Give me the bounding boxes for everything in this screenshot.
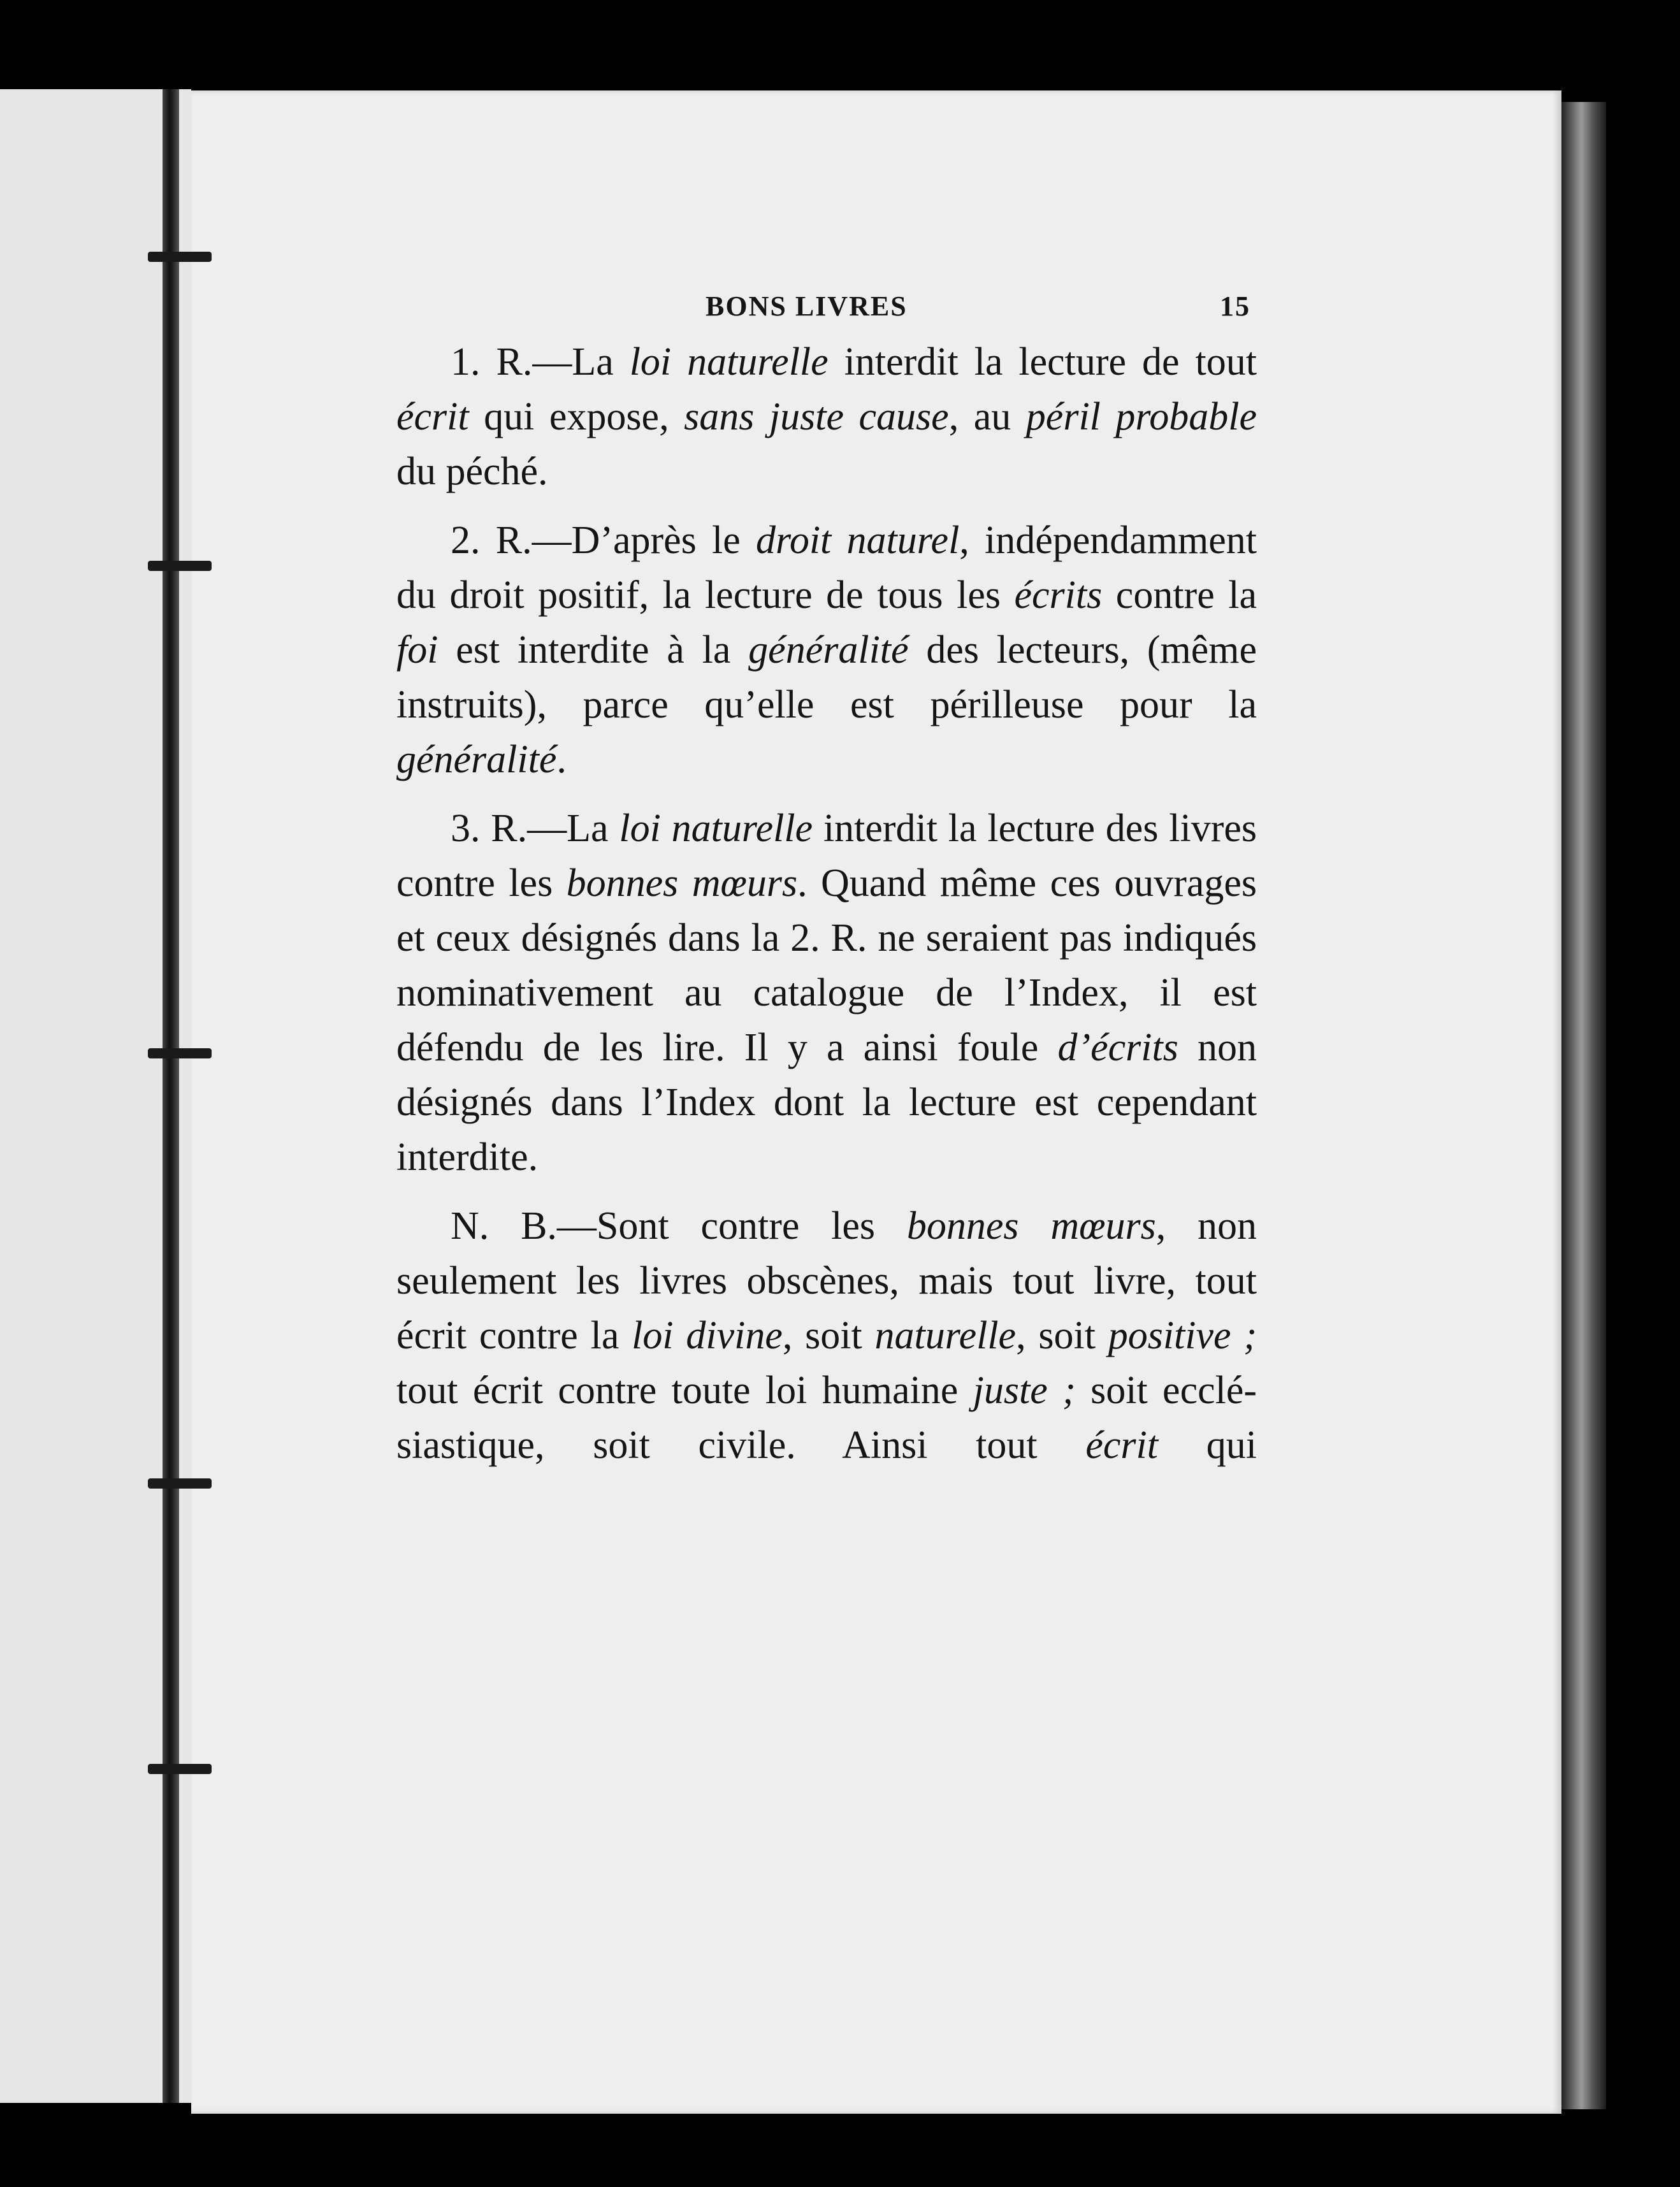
text-run: du péché. [396, 450, 548, 493]
italic-text: bonnes mœurs [566, 862, 798, 905]
page-text [396, 290, 1257, 1487]
text-run: interdit la lecture des livres contre les [396, 807, 1257, 905]
paragraph-1 [396, 335, 1257, 499]
italic-text: écrits [1014, 574, 1103, 617]
text-run: , non seulement les livres obscènes, mais tout livre, tout écrit contre la [396, 1204, 1257, 1357]
italic-text: naturelle [874, 1314, 1017, 1357]
text-run: est interdite à la [438, 628, 749, 672]
text-run: , soit [1016, 1314, 1108, 1357]
page-edge [1561, 102, 1606, 2109]
text-run: tout écrit contre toute loi humaine [396, 1369, 973, 1412]
italic-text: loi naturelle [619, 807, 813, 850]
text-run: 1. R.—La [451, 340, 630, 384]
page-number: 15 [1220, 291, 1250, 322]
text-run: qui [1158, 1424, 1257, 1467]
paragraph-2 [396, 513, 1257, 787]
italic-text: droit naturel [756, 519, 960, 562]
text-run: interdit la lecture de tout [828, 340, 1257, 384]
italic-text: loi divine [632, 1314, 783, 1357]
paragraph-3 [396, 801, 1257, 1185]
italic-text: généralité [748, 628, 909, 672]
italic-text: d’écrits [1057, 1026, 1178, 1069]
italic-text: péril probable [1025, 395, 1257, 438]
text-run: non désignés dans l’Index dont la lecture est cependant interdite. [396, 1026, 1257, 1179]
running-head [396, 290, 1257, 335]
italic-text: sans juste cause [684, 395, 949, 438]
text-run: contre la [1102, 574, 1257, 617]
text-run: . Quand même ces ouvrages et ceux désignés dans la 2. R. ne seraient pas indiqués nominativement au catalogue de l’Index, il est défendu de les lire. Il y a ainsi foule [396, 862, 1257, 1069]
text-run: 3. R.—La [451, 807, 619, 850]
text-run: , indépendamment du droit positif, la lecture de tous les [396, 519, 1257, 617]
text-run: soit ecclésiastique, soit civile. Ainsi tout [396, 1369, 1257, 1467]
italic-text: écrit [1085, 1424, 1159, 1467]
italic-text: foi [396, 628, 438, 672]
text-run: des lecteurs, (même instruits), parce qu’elle est périlleuse pour la [396, 628, 1257, 726]
italic-text: généralité [396, 738, 557, 781]
text-run: 2. R.—D’après le [451, 519, 756, 562]
text-run: qui expose, [468, 395, 684, 438]
binding-stitch [148, 1478, 212, 1489]
book-binding [163, 89, 179, 2103]
text-run: . [556, 738, 567, 781]
italic-text: juste ; [973, 1369, 1076, 1412]
text-run: N. B.—Sont contre les [451, 1204, 907, 1248]
binding-stitch [148, 1048, 212, 1058]
binding-stitch [148, 252, 212, 262]
italic-text: positive ; [1108, 1314, 1257, 1357]
italic-text: écrit [396, 395, 469, 438]
text-run: , soit [782, 1314, 875, 1357]
paragraph-nb [396, 1199, 1257, 1473]
binding-stitch [148, 1764, 212, 1774]
running-title: BONS LIVRES [706, 291, 908, 322]
italic-text: bonnes mœurs [906, 1204, 1156, 1248]
text-run: , au [948, 395, 1026, 438]
binding-stitch [148, 561, 212, 571]
italic-text: loi naturelle [629, 340, 829, 384]
